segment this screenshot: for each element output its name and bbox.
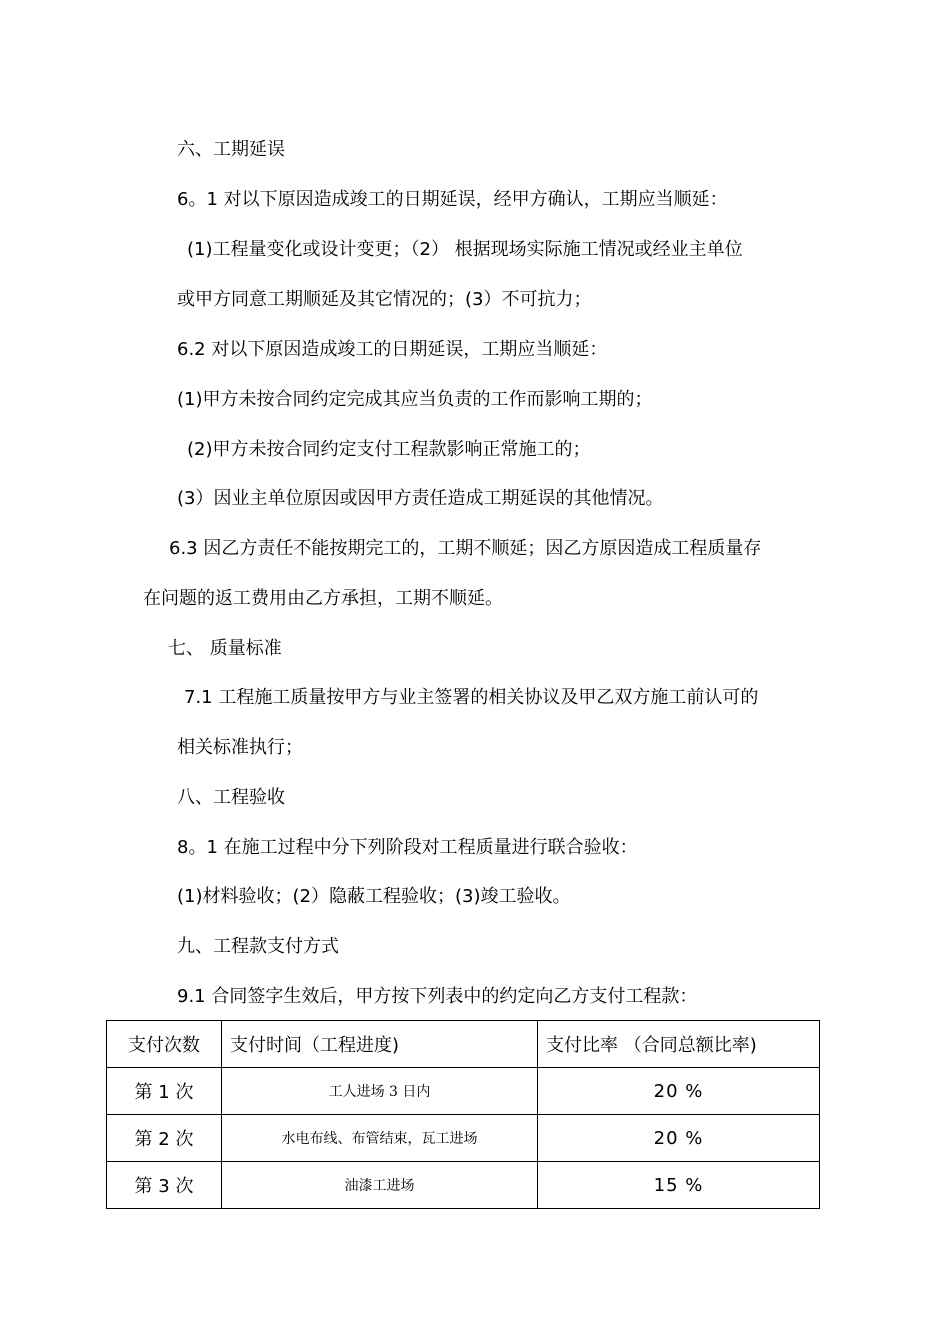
section-heading-6: 六、工期延误 [177,139,285,160]
payment-time-cell: 油漆工进场 [222,1162,538,1209]
payment-ratio-cell: 15 % [538,1162,820,1209]
payment-ratio-cell: 20 % [538,1068,820,1115]
clause-6-2-item-2: (2)甲方未按合同约定支付工程款影响正常施工的； [187,439,591,460]
table-row [107,1115,820,1162]
clause-7-1: 7.1 工程施工质量按甲方与业主签署的相关协议及甲乙双方施工前认可的 [184,687,759,708]
clause-8-1: 8。1 在施工过程中分下列阶段对工程质量进行联合验收： [177,837,638,858]
payment-table [106,1020,820,1209]
header-payment-count: 支付次数 [107,1021,222,1068]
clause-6-2-item-1: (1)甲方未按合同约定完成其应当负责的工作而影响工期的； [177,389,653,410]
payment-count-cell: 第 1 次 [107,1068,222,1115]
header-payment-time: 支付时间（工程进度) [222,1021,538,1068]
clause-6-1: 6。1 对以下原因造成竣工的日期延误，经甲方确认，工期应当顺延： [177,189,728,210]
clause-6-3: 6.3 因乙方责任不能按期完工的，工期不顺延；因乙方原因造成工程质量存 [169,538,762,559]
table-header-row [107,1021,820,1068]
section-heading-7: 七、 质量标准 [168,638,282,659]
clause-7-1-cont: 相关标准执行； [177,737,303,758]
clause-8-1-items: (1)材料验收；(2）隐蔽工程验收；(3)竣工验收。 [177,886,571,907]
payment-ratio-cell: 20 % [538,1115,820,1162]
clause-6-3-cont: 在问题的返工费用由乙方承担，工期不顺延。 [143,588,503,609]
clause-9-1: 9.1 合同签字生效后，甲方按下列表中的约定向乙方支付工程款： [177,986,698,1007]
clause-6-2: 6.2 对以下原因造成竣工的日期延误，工期应当顺延： [177,339,608,360]
payment-time-cell: 工人进场 3 日内 [222,1068,538,1115]
section-heading-9: 九、工程款支付方式 [177,936,339,957]
clause-6-2-item-3: (3）因业主单位原因或因甲方责任造成工期延误的其他情况。 [177,488,664,509]
payment-count-cell: 第 2 次 [107,1115,222,1162]
clause-6-1-items-cont: 或甲方同意工期顺延及其它情况的；(3）不可抗力； [177,289,592,310]
section-heading-8: 八、工程验收 [177,787,285,808]
clause-6-1-items: (1)工程量变化或设计变更；（2） 根据现场实际施工情况或经业主单位 [187,239,743,260]
table-row [107,1068,820,1115]
payment-time-cell: 水电布线、布管结束，瓦工进场 [222,1115,538,1162]
header-payment-ratio: 支付比率 （合同总额比率) [538,1021,820,1068]
payment-count-cell: 第 3 次 [107,1162,222,1209]
table-row [107,1162,820,1209]
